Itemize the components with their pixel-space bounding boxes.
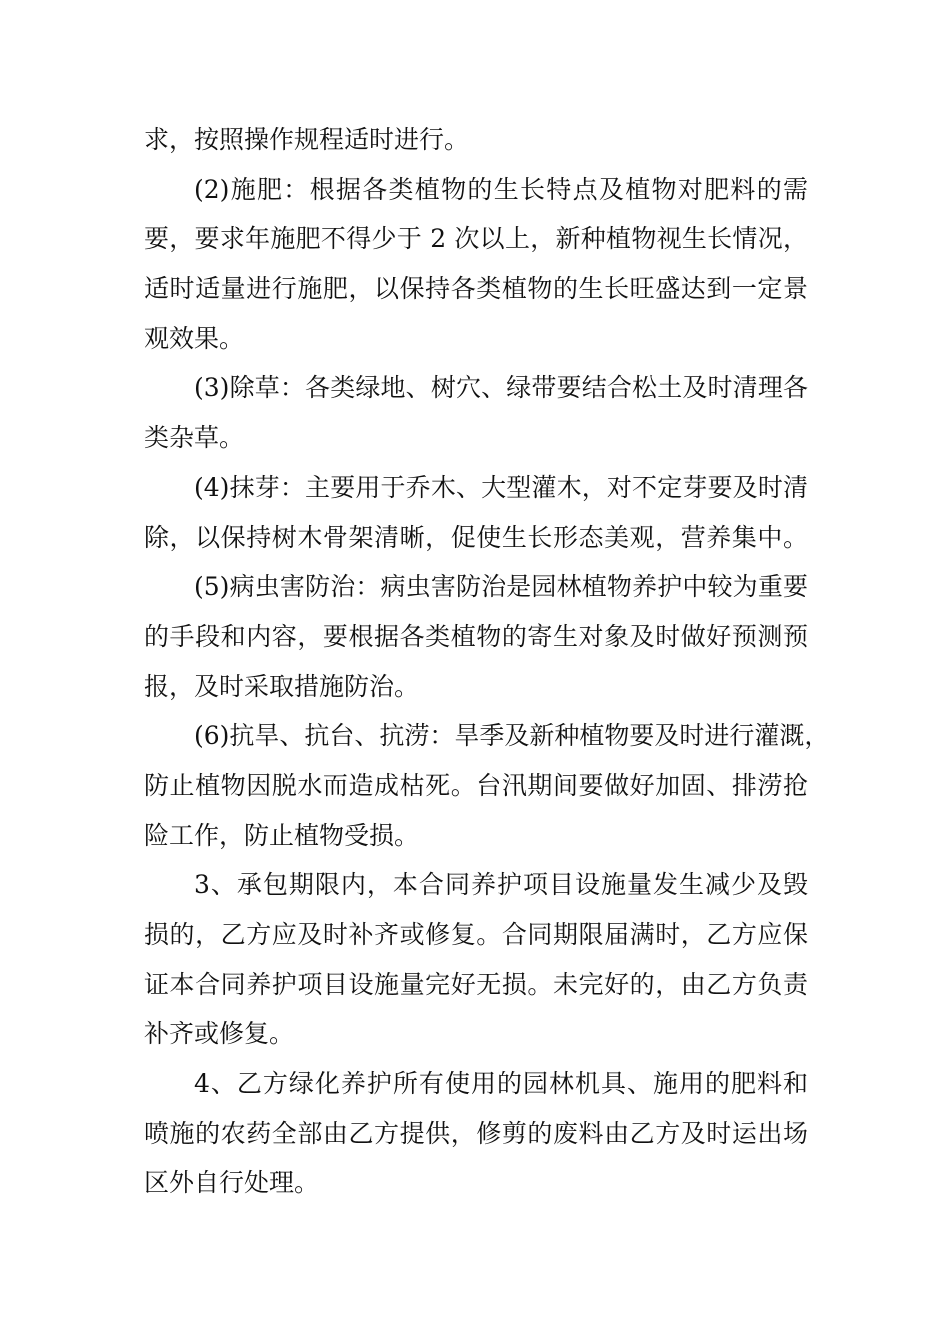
document-body: [144, 115, 830, 1208]
text-line: 类杂草。: [144, 423, 245, 453]
text-line: 要，要求年施肥不得少于 2 次以上，新种植物视生长情况，: [144, 224, 808, 254]
text-line: 损的，乙方应及时补齐或修复。合同期限届满时，乙方应保: [144, 920, 808, 949]
text-line: 3、承包期限内，本合同养护项目设施量发生减少及毁: [194, 870, 808, 900]
text-line: 区外自行处理。: [144, 1168, 320, 1198]
text-line: 报，及时采取措施防治。: [144, 671, 420, 701]
text-line: 防止植物因脱水而造成枯死。台汛期间要做好加固、排涝抢: [144, 770, 808, 800]
text-line: (4)抹芽：主要用于乔木、大型灌木，对不定芽要及时清: [194, 472, 808, 502]
text-line: 的手段和内容，要根据各类植物的寄生对象及时做好预测预: [144, 621, 808, 651]
text-line: 喷施的农药全部由乙方提供，修剪的废料由乙方及时运出场: [144, 1118, 808, 1148]
text-line: (2)施肥：根据各类植物的生长特点及植物对肥料的需: [194, 174, 808, 204]
text-line: 险工作，防止植物受损。: [144, 820, 420, 850]
text-line: (5)病虫害防治：病虫害防治是园林植物养护中较为重要: [194, 572, 808, 602]
text-line: 补齐或修复。: [144, 1019, 295, 1049]
text-line: (3)除草：各类绿地、树穴、绿带要结合松土及时清理各: [194, 373, 808, 403]
text-line: (6)抗旱、抗台、抗涝：旱季及新种植物要及时进行灌溉，: [194, 721, 830, 751]
text-line: 求，按照操作规程适时进行。: [144, 125, 470, 154]
text-line: 4、乙方绿化养护所有使用的园林机具、施用的肥料和: [194, 1069, 808, 1099]
text-line: 除，以保持树木骨架清晰，促使生长形态美观，营养集中。: [144, 522, 808, 552]
text-line: 证本合同养护项目设施量完好无损。未完好的，由乙方负责: [144, 969, 808, 999]
text-line: 观效果。: [144, 323, 245, 353]
text-line: 适时适量进行施肥，以保持各类植物的生长旺盛达到一定景: [144, 274, 808, 304]
